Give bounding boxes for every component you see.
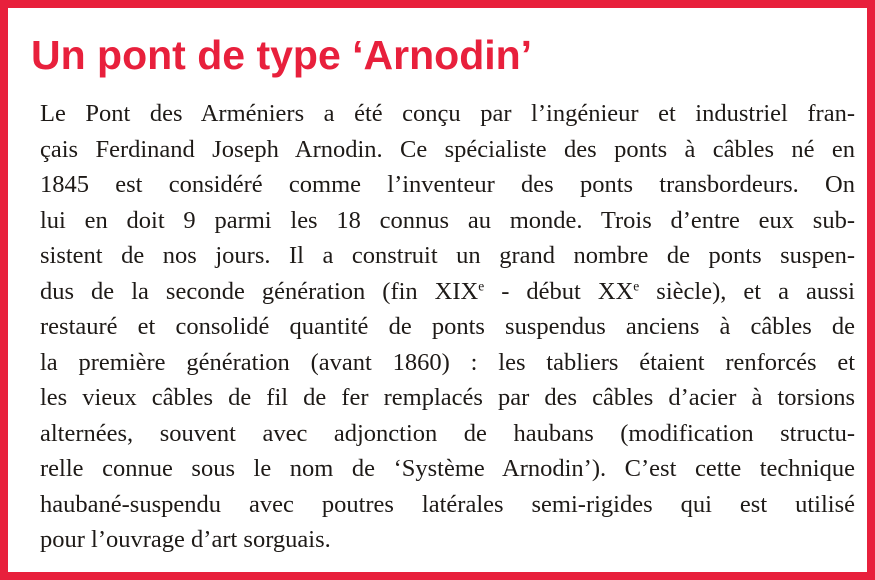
superscript-e: e bbox=[633, 277, 640, 293]
paragraph-line: 1845 est considéré comme l’inventeur des ponts transbordeurs. On bbox=[40, 171, 855, 198]
paragraph-line: relle connue sous le nom de ‘Système Arnodin’). C’est cette technique bbox=[40, 455, 855, 482]
paragraph-line: restauré et consolidé quantité de ponts suspendus anciens à câbles de bbox=[40, 313, 855, 340]
paragraph-line: la première génération (avant 1860) : les tabliers étaient renforcés et bbox=[40, 348, 855, 376]
superscript-e: e bbox=[478, 277, 485, 293]
article-title: Un pont de type ‘Arnodin’ bbox=[31, 32, 533, 78]
text-segment: - début XX bbox=[484, 277, 634, 305]
paragraph-line: haubané-suspendu avec poutres latérales semi-rigides qui est utilisé bbox=[40, 490, 855, 518]
text-segment: dus de la seconde génération (fin XIX bbox=[40, 277, 479, 305]
paragraph-line: pour l’ouvrage d’art sorguais. bbox=[40, 526, 331, 553]
article-paragraph bbox=[40, 96, 855, 558]
paragraph-line bbox=[40, 274, 855, 310]
paragraph-line: çais Ferdinand Joseph Arnodin. Ce spécialiste des ponts à câbles né en bbox=[40, 135, 855, 163]
paragraph-line: les vieux câbles de fil de fer remplacés par des câbles d’acier à torsions bbox=[40, 384, 855, 411]
text-segment: siècle), et a aussi bbox=[639, 277, 855, 305]
paragraph-line: lui en doit 9 parmi les 18 connus au monde. Trois d’entre eux sub- bbox=[40, 206, 855, 234]
paragraph-line: alternées, souvent avec adjonction de haubans (modification structu- bbox=[40, 419, 855, 447]
paragraph-line: sistent de nos jours. Il a construit un grand nombre de ponts suspen- bbox=[40, 242, 855, 269]
paragraph-line: Le Pont des Arméniers a été conçu par l’ingénieur et industriel fran- bbox=[40, 100, 855, 127]
